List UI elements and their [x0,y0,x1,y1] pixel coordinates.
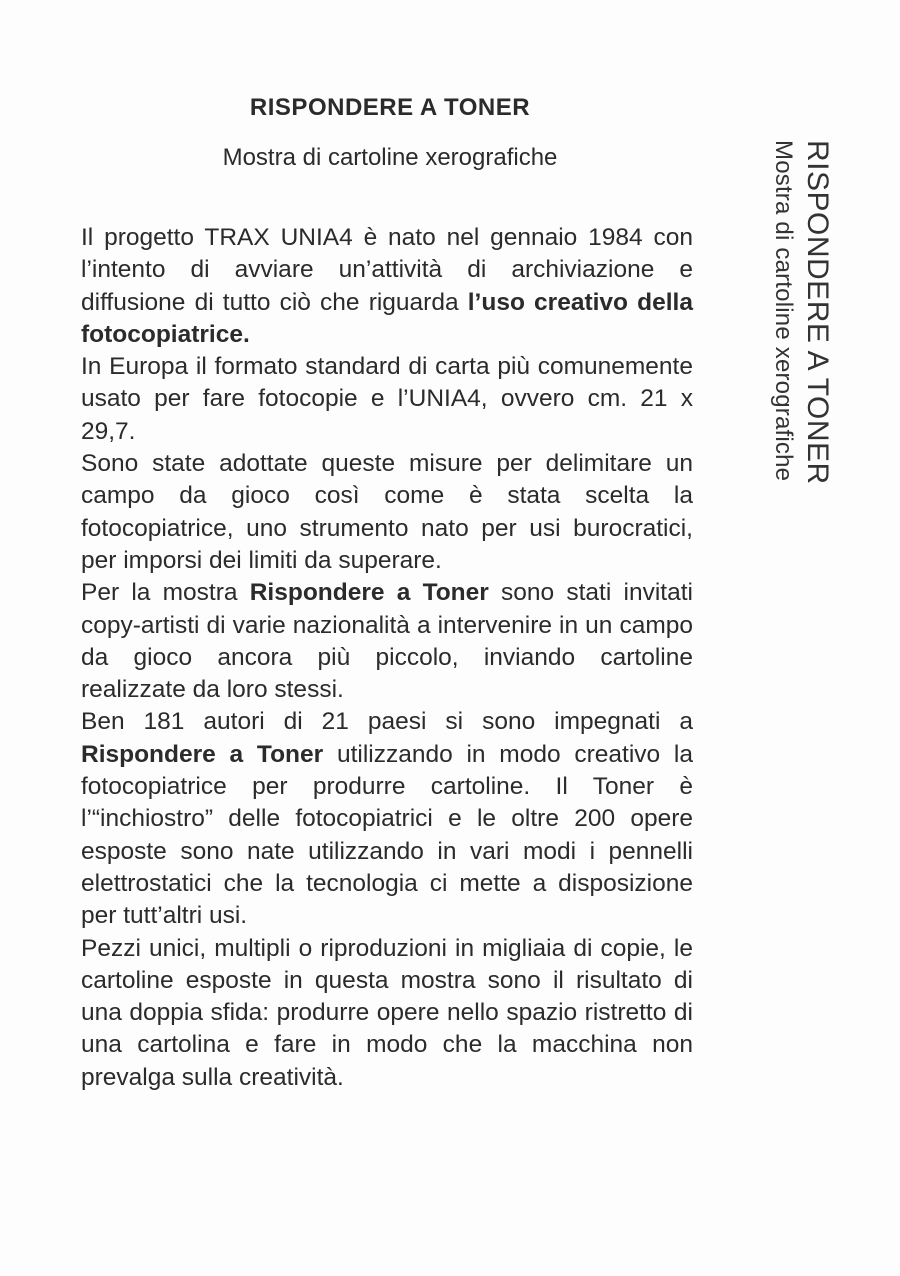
side-label [755,140,835,580]
paragraph-5-text-end: utilizzando in modo creativo la fotocopiatrice per produrre cartoline. Il Toner è l’“inchiostro” delle fotocopiatrici e le oltre 200 opere esposte sono nate utilizzando in vari modi i pennelli elettrostatici che la tecnologia ci mette a disposizione per tutt’altri usi. [81,740,693,930]
paragraph-6: Pezzi unici, multipli o riproduzioni in migliaia di copie, le cartoline esposte in questa mostra sono il risultato di una doppia sfida: produrre opere nello spazio ristretto di una cartolina e fare in modo che la macchina non prevalga sulla creatività. [81,934,693,1091]
document-title: RISPONDERE A TONER [249,94,531,121]
paragraph-3: Sono state adottate queste misure per delimitare un campo da gioco così come è stata scelta la fotocopiatrice, uno strumento nato per usi burocratici, per imporsi dei limiti da superare. [81,450,693,574]
side-label-title: RISPONDERE A TONER [801,140,834,485]
paragraph-4-text-start: Per la mostra [81,579,250,607]
paragraph-1-bold: l’uso creativo della fotocopiatrice. [81,288,693,348]
document-subtitle: Mostra di cartoline xerografiche [222,144,558,171]
paragraph-4-bold: Rispondere a Toner [249,579,489,607]
side-label-subtitle: Mostra di cartoline xerografiche [770,140,797,482]
paragraph-1-text: Il progetto TRAX UNIA4 è nato nel gennaio 1984 con l’intento di avviare un’attività di archiviazione e diffusione di tutto ciò che riguarda [81,224,693,316]
paragraph-5 [81,706,693,932]
paragraph-4 [81,577,693,706]
paragraph-5-text-start: Ben 181 autori di 21 paesi si sono impegnati a [81,708,693,736]
paragraph-5-bold: Rispondere a Toner [81,740,324,768]
paragraph-4-text-end: sono stati invitati copy-artisti di varie nazionalità a intervenire in un campo da gioco ancora più piccolo, inviando cartoline realizzate da loro stessi. [81,579,693,704]
body-text [81,222,693,1094]
paragraph-2: In Europa il formato standard di carta più comunemente usato per fare fotocopie e l’UNIA4, ovvero cm. 21 x 29,7. [81,353,693,445]
paragraph-1 [81,222,693,351]
